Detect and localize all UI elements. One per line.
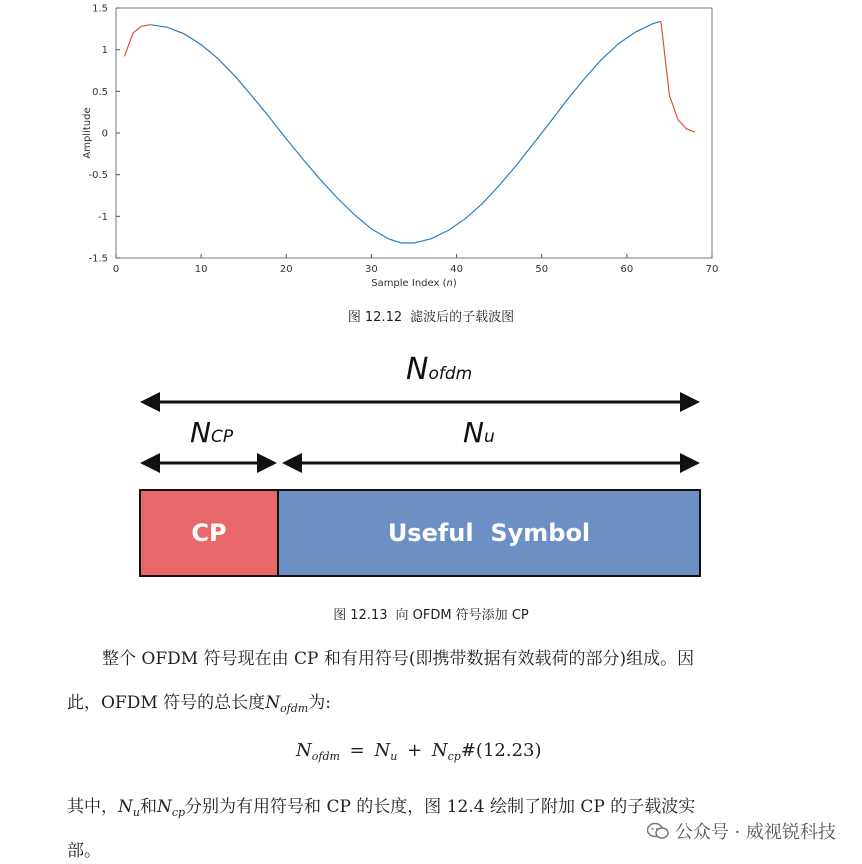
x-tick-label: 70 (705, 264, 719, 275)
y-tick-label: 0.5 (92, 86, 108, 98)
paragraph-line-2: 此，OFDM 符号的总长度$N_{ofdm}$为: (67, 693, 331, 715)
useful-symbol-block (277, 489, 701, 577)
caption-number: 12.12 (364, 310, 403, 325)
n-u-arrow (282, 453, 700, 473)
x-tick-label: 10 (194, 264, 208, 275)
paragraph-2-line-1: 其中，$N_u$和$N_{cp}$分别为有用符号和 CP 的长度，图 12.4 绘制了附加 CP 的子载波实 (67, 797, 696, 819)
n-cp-arrow (140, 453, 277, 473)
watermark-text: 公众号 · 威视锐科技 (674, 822, 836, 843)
n-ofdm-label: Nofdm (406, 352, 473, 387)
caption-text: 向 OFDM 符号添加 CP (395, 608, 529, 623)
x-tick-label: 40 (450, 264, 463, 275)
n-ofdm-arrow (140, 392, 700, 412)
y-tick-label: 0 (101, 128, 108, 140)
wechat-icon (647, 822, 669, 840)
plot-area (116, 8, 712, 258)
caption-prefix: 图 (333, 608, 347, 623)
caption-number: 12.13 (350, 608, 388, 623)
paragraph-line-1: 整个 OFDM 符号现在由 CP 和有用符号(即携带数据有效载荷的部分)组成。因 (102, 649, 695, 669)
subcarrier-plot (0, 0, 862, 300)
useful-symbol-label: Useful Symbol (387, 519, 591, 547)
y-tick-label: -0.5 (88, 170, 108, 182)
y-tick-label: 1 (101, 45, 108, 57)
caption-prefix: 图 (347, 310, 361, 325)
n-cp-label: NCP (190, 416, 234, 449)
figure-12-13-caption (0, 604, 862, 623)
watermark (647, 818, 836, 844)
y-axis-label: Amplitude (82, 107, 93, 159)
x-tick-label: 60 (620, 264, 634, 275)
caption-text: 滤波后的子载波图 (410, 310, 515, 325)
x-tick-label: 30 (365, 264, 378, 275)
x-tick-label: 20 (279, 264, 293, 275)
figure-12-12-caption (0, 306, 862, 325)
cp-block (139, 489, 279, 577)
x-axis-label: Sample Index (n) (371, 278, 457, 289)
cp-block-label: CP (191, 519, 227, 547)
y-tick-label: -1 (98, 211, 108, 223)
x-tick-label: 50 (535, 264, 549, 275)
equation-12-23: $N_{ofdm} = N_u$ + $N_{cp}\#(12.23)$ (296, 740, 542, 763)
y-tick-label: -1.5 (88, 253, 108, 265)
x-tick-label: 0 (112, 264, 120, 275)
ofdm-arrows (0, 380, 862, 490)
y-tick-label: 1.5 (92, 3, 108, 15)
n-u-label: Nu (463, 416, 495, 449)
paragraph-2-line-2: 部。 (67, 841, 101, 861)
